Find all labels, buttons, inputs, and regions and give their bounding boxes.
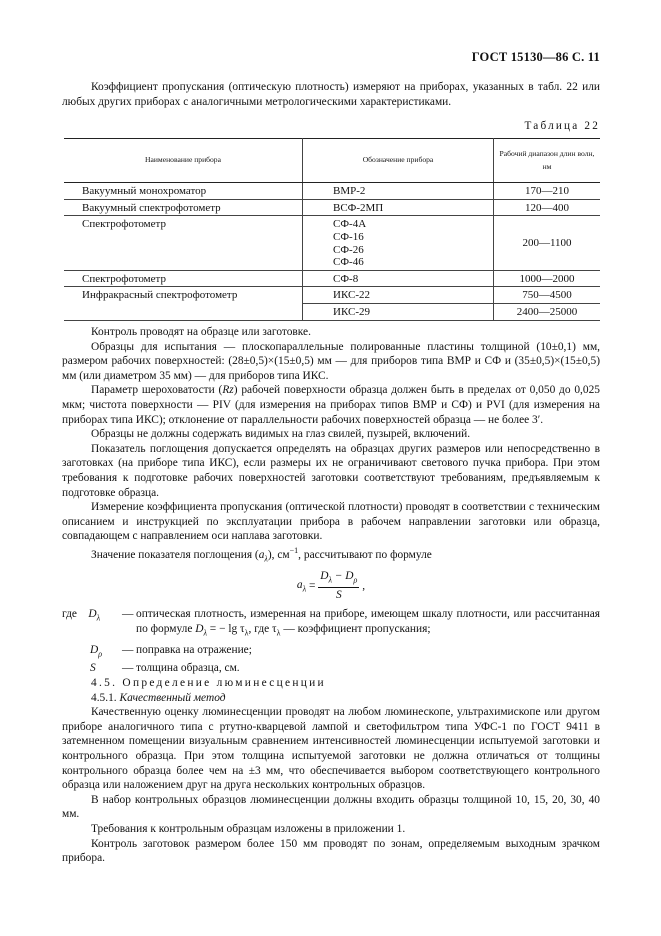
legend-text: толщина образца, см.: [136, 662, 240, 675]
legend-text: поправка на отражение;: [136, 643, 252, 656]
paragraph: Измерение коэффициента пропускания (оптической плотности) проводят в соответствии с техническим описанием и инструкцией по эксплуатации прибора в рабочем направлении заготовки или образца, совпадающем с направлением оси наплава заготовки.: [62, 501, 600, 543]
absorption-symbol: $a_\lambda$: [258, 548, 268, 563]
formula-denominator: S: [335, 589, 342, 602]
paragraph: Показатель поглощения допускается определять на образцах других размеров или непосредственно в заготовках (на приборе типа ИКС), если размеры их не ограничивают светового пучка прибора. При этом требования к подготовке рабочих поверхностей заготовки соответствуют требованиям, предъявляемым к подготовке образца.: [62, 442, 600, 499]
table-row: [64, 216, 600, 270]
cell-code: ИКС-29: [303, 303, 494, 320]
body-text: [62, 325, 600, 866]
instruments-table: [64, 138, 600, 321]
cell-code: СФ-4А СФ-16 СФ-26 СФ-46: [303, 216, 494, 270]
cell-name: Инфракрасный спектрофотометр: [64, 287, 303, 304]
paragraph: Требования к контрольным образцам изложены в приложении 1.: [91, 822, 406, 835]
cell-range: 120—400: [494, 199, 601, 216]
table-row: [64, 303, 600, 320]
legend-text: оптическая плотность, измеренная на приборе, имеющем шкалу плотности, или рассчитанная по формуле $D_\lambda$ = − $\lg \tau_\lambda$, где $\tau_\lambda$ — коэффициент пропускания;: [136, 608, 600, 637]
table-header-row: [64, 139, 600, 183]
cell-range: 200—1100: [494, 216, 601, 270]
paragraph: Контроль заготовок размером более 150 мм проводят по зонам, определяемым выходным зрачком прибора.: [62, 837, 600, 865]
cell-name: [64, 303, 303, 320]
legend-item: $D_\rho$ — поправка на отражение;: [62, 643, 600, 662]
legend-item: где $D_\lambda$ — оптическая плотность, измеренная на приборе, имеющем шкалу плотности, или рассчитанная по формуле $D_\lambda$ = − $\lg \tau_\lambda$, где $\tau_\lambda$ — коэффициент пропускания;: [62, 607, 600, 640]
page-header: ГОСТ 15130—86 С. 11: [471, 50, 600, 64]
cell-code: ИКС-22: [303, 287, 494, 304]
table-row: [64, 199, 600, 216]
legend-item: S — толщина образца, см.: [62, 661, 600, 676]
cell-range: 750—4500: [494, 287, 601, 304]
formula: $a_\lambda$ = $\frac{D_\lambda - D_\rho}{S}$ ,: [296, 569, 366, 602]
paragraph: Контроль проводят на образце или заготовке.: [91, 326, 311, 338]
table-row: [64, 287, 600, 304]
paragraph: В набор контрольных образцов люминесценции должны входить образцы толщиной 10, 15, 20, 30, 40 мм.: [62, 793, 600, 821]
cell-name: Вакуумный монохроматор: [64, 183, 303, 200]
cell-name: Спектрофотометр: [64, 270, 303, 287]
header-code: Обозначение прибора: [303, 139, 494, 183]
subsection-heading: 4.5.1. Качественный метод: [91, 691, 226, 704]
text-span: Значение показателя поглощения (: [91, 548, 259, 561]
paragraph: Образцы не должны содержать видимых на глаз свилей, пузырей, включений.: [91, 428, 471, 441]
cell-code: СФ-8: [303, 270, 494, 287]
cell-name: Вакуумный спектрофотометр: [64, 199, 303, 216]
header-range: Рабочий диапазон длин волн, нм: [494, 139, 601, 183]
text-span: ), см: [267, 548, 290, 561]
paragraph: [62, 383, 600, 427]
cell-name: Спектрофотометр: [64, 216, 303, 270]
legend-key: S: [90, 662, 96, 675]
text-span: ) рабочей поверхности образца должен быть в пределах от 0,050 до 0,025 мкм; чистота поверхности — PIV (для измерения на приборах типов ВМР и СФ) и PVI (для измерения на приборах типа ИКС); отклонение от параллельности рабочих поверхностей образца — не более 3′.: [62, 384, 600, 426]
legend-key: $D_\rho$: [90, 643, 103, 658]
table-caption: Таблица 22: [524, 120, 600, 132]
cell-range: 1000—2000: [494, 270, 601, 287]
cell-range: 2400—25000: [494, 303, 601, 320]
text-span: Параметр шероховатости (: [91, 384, 223, 397]
table-row: [64, 270, 600, 287]
rz-symbol: Rz: [222, 384, 234, 397]
cell-range: 170—210: [494, 183, 601, 200]
paragraph: Значение показателя поглощения $(a_\lambda)$, $см^{-1}$, рассчитывают по формуле: [91, 545, 432, 563]
table-row: [64, 183, 600, 200]
paragraph: Образцы для испытания — плоскопараллельные полированные пластины толщиной (10±0,1) мм, размером рабочих поверхностей: (28±0,5)×(15±0,5) мм — для приборов типа ВМР и СФ и (35±0,5)×(15±0,5) мм (или диаметром 35 мм) — для приборов типа ИКС.: [62, 340, 600, 382]
formula-numerator: $D_\lambda - D_\rho$: [318, 569, 359, 589]
section-heading: 4.5. Определение люминесценции: [91, 676, 326, 689]
legend-key: где $D_\lambda$: [62, 608, 101, 623]
paragraph: Качественную оценку люминесценции проводят на любом люминескопе, ультрахимископе или другом приборе аналогичного типа с ртутно-кварцевой лампой и светофильтром типа УФС-1 по ГОСТ 9411 в затемненном помещении визуальным сравнением интенсивностей люминесценции испытуемой заготовки и контрольного образца. При этом толщина испытуемой заготовки не должна отличаться от толщины контрольного образца более чем на ±3 мм, что обеспечивается выбором соответствующего контрольного образца или наложением друг на друга нескольких контрольных образцов.: [62, 706, 600, 792]
cell-code: ВМР-2: [303, 183, 494, 200]
intro-paragraph: Коэффициент пропускания (оптическую плотность) измеряют на приборах, указанных в табл. 22 или любых других приборах с аналогичными метрологическими характеристиками.: [62, 81, 600, 108]
header-name: Наименование прибора: [64, 139, 303, 183]
text-span: , рассчитывают по формуле: [298, 548, 432, 561]
cell-code: ВСФ-2МП: [303, 199, 494, 216]
